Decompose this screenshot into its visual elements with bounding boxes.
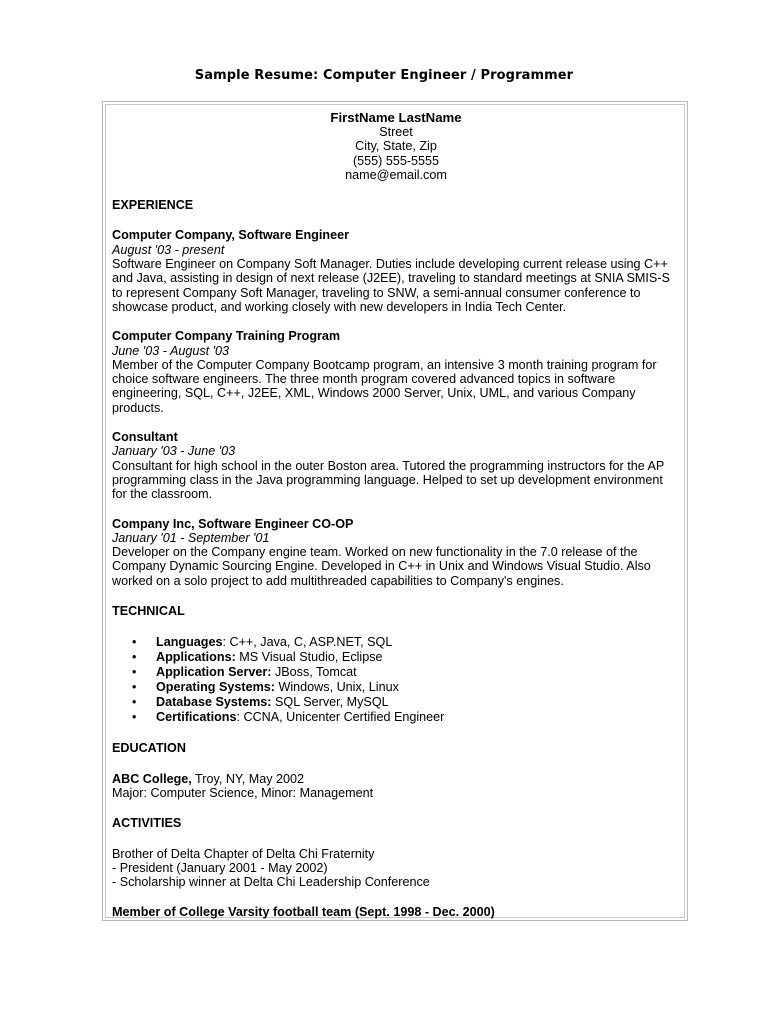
- job-description: Software Engineer on Company Soft Manager. Duties include developing current release using C++ and Java, assisting in design of next release (J2EE), traveling to standard meetings at SNIA SMIS-S to represent Company Soft Manager, traveling to SNW, a semi-annual consumer conference to showcase product, and working closely with new developers in India Tech Center.: [112, 257, 670, 314]
- skill-item-certifications: [156, 710, 680, 725]
- skill-label: Operating Systems:: [156, 680, 275, 695]
- skill-item-applications: [156, 650, 680, 665]
- education-entry: [112, 772, 680, 801]
- job-description: Consultant for high school in the outer Boston area. Tutored the programming instructors for the AP programming class in the Java programming language. Helped to set up development environment for the classroom.: [112, 458, 665, 502]
- activities-heading: ACTIVITIES: [112, 816, 182, 831]
- skill-label: Database Systems:: [156, 695, 272, 710]
- skill-value: JBoss, Tomcat: [274, 665, 357, 680]
- candidate-name: FirstName LastName: [330, 110, 462, 125]
- resume-content: [105, 104, 685, 918]
- skill-item-languages: [156, 635, 680, 650]
- technical-heading: TECHNICAL: [112, 604, 185, 619]
- skill-separator: :: [222, 635, 230, 650]
- skill-item-database-systems: [156, 695, 680, 710]
- email-address: name@email.com: [345, 167, 447, 182]
- job-title: Computer Company, Software Engineer: [112, 228, 349, 243]
- job-description: Member of the Computer Company Bootcamp program, an intensive 3 month training program for choice software engineers. The three month program covered advanced topics in software engineering, SQL, C++, J2EE, XML, Windows 2000 Server, Unix, UML, and various Company products.: [112, 357, 657, 415]
- job-dates: January '03 - June '03: [112, 444, 236, 459]
- skill-label: Certifications: [156, 710, 237, 725]
- skill-label: Applications:: [156, 650, 236, 665]
- skill-value: CCNA, Unicenter Certified Engineer: [243, 710, 445, 725]
- school-line: [112, 772, 680, 786]
- education-heading: EDUCATION: [112, 741, 186, 756]
- job-dates: August '03 - present: [112, 242, 225, 257]
- street-address: Street: [379, 125, 413, 139]
- skill-value: C++, Java, C, ASP.NET, SQL: [229, 635, 393, 650]
- skill-item-operating-systems: [156, 680, 680, 695]
- varsity-membership: Member of College Varsity football team (Sept. 1998 - Dec. 2000): [112, 905, 495, 920]
- activities-block: [112, 847, 680, 890]
- activity-line: - Scholarship winner at Delta Chi Leadership Conference: [112, 875, 430, 890]
- activity-line: - President (January 2001 - May 2002): [112, 860, 328, 875]
- job-title: Consultant: [112, 430, 178, 445]
- job-title: Computer Company Training Program: [112, 329, 341, 344]
- school-name: ABC College,: [112, 771, 192, 786]
- job-dates: June '03 - August '03: [112, 343, 230, 358]
- technical-skills-list: [112, 635, 680, 725]
- job-dates: January '01 - September '01: [112, 530, 270, 545]
- contact-block: [112, 110, 680, 182]
- skill-item-application-server: [156, 665, 680, 680]
- job-title: Company Inc, Software Engineer CO-OP: [112, 516, 354, 531]
- job-description: Developer on the Company engine team. Worked on new functionality in the 7.0 release of the Company Dynamic Sourcing Engine. Developed in C++ in Unix and Windows Visual Studio. Also worked on a solo project to add multithreaded capabilities to Company's engines.: [112, 545, 651, 588]
- skill-label: Application Server:: [156, 665, 272, 680]
- job-entry: [112, 430, 680, 501]
- major-line: Major: Computer Science, Minor: Management: [112, 785, 374, 800]
- document-title: Sample Resume: Computer Engineer / Programmer: [194, 68, 574, 83]
- job-entry: [112, 228, 680, 314]
- skill-label: Languages: [156, 635, 223, 650]
- school-detail: Troy, NY, May 2002: [191, 771, 305, 786]
- phone-number: (555) 555-5555: [352, 153, 440, 168]
- resume-frame: [102, 101, 688, 921]
- skill-value: Windows, Unix, Linux: [278, 680, 399, 695]
- job-entry: [112, 329, 680, 415]
- skill-value: SQL Server, MySQL: [275, 695, 389, 710]
- experience-heading: EXPERIENCE: [112, 198, 194, 213]
- skill-value: MS Visual Studio, Eclipse: [239, 650, 383, 665]
- city-state-zip: City, State, Zip: [355, 139, 437, 154]
- activity-line: Brother of Delta Chapter of Delta Chi Fraternity: [112, 846, 375, 861]
- job-entry: [112, 517, 680, 588]
- skill-separator: :: [236, 710, 244, 725]
